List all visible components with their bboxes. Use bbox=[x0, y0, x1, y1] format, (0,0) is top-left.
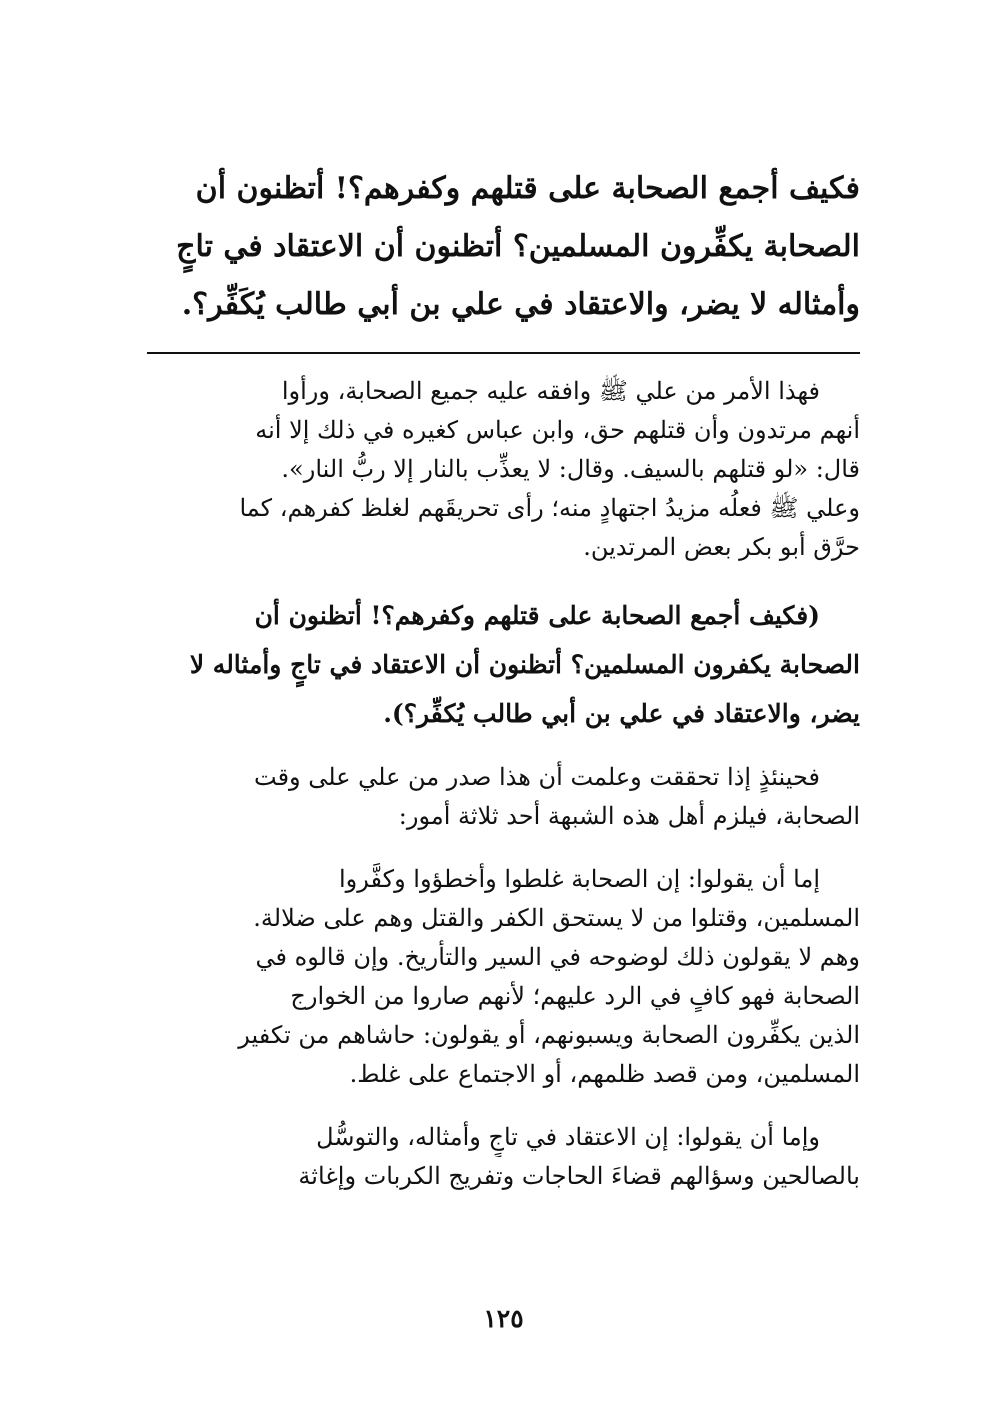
quoted-paragraph bbox=[147, 591, 860, 738]
text-line: وإما أن يقولوا: إن الاعتقاد في تاجٍ وأمثاله، والتوسُّل bbox=[316, 1123, 820, 1151]
text-line: بالصالحين وسؤالهم قضاءَ الحاجات وتفريج الكربات وإغاثة bbox=[298, 1162, 860, 1190]
quote-line: يضر، والاعتقاد في علي بن أبي طالب يُكفِّر؟). bbox=[383, 699, 860, 728]
body-text bbox=[147, 372, 860, 1220]
text-line: الصحابة، فيلزم أهل هذه الشبهة أحد ثلاثة أمور: bbox=[398, 802, 860, 830]
text-line: الصحابة فهو كافٍ في الرد عليهم؛ لأنهم صاروا من الخوارج bbox=[290, 982, 860, 1010]
text-line: أنهم مرتدون وأن قتلهم حق، وابن عباس كغيره في ذلك إلا أنه bbox=[255, 416, 860, 444]
text-line: المسلمين، ومن قصد ظلمهم، أو الاجتماع على غلط. bbox=[349, 1060, 860, 1088]
text-line: حرَّق أبو بكر بعض المرتدين. bbox=[583, 533, 860, 561]
text-line: المسلمين، وقتلوا من لا يستحق الكفر والقتل وهم على ضلالة. bbox=[253, 904, 860, 932]
text-line: فحينئذٍ إذا تحققت وعلمت أن هذا صدر من علي على وقت bbox=[254, 763, 820, 791]
paragraph-4 bbox=[147, 1118, 860, 1196]
page-number: ١٢٥ bbox=[483, 1304, 524, 1333]
paragraph-1 bbox=[147, 372, 860, 567]
heading-divider bbox=[147, 352, 860, 354]
text-line: وعلي ﷺ فعلُه مزيدُ اجتهادٍ منه؛ رأى تحريقَهم لغلظ كفرهم، كما bbox=[239, 494, 860, 522]
text-line: الذين يكفِّرون الصحابة ويسبونهم، أو يقولون: حاشاهم من تكفير bbox=[238, 1021, 860, 1049]
text-line: وهم لا يقولون ذلك لوضوحه في السير والتأريخ. وإن قالوه في bbox=[255, 943, 860, 971]
section-heading bbox=[147, 160, 860, 334]
document-page bbox=[147, 0, 860, 1417]
heading-line: الصحابة يكفِّرون المسلمين؟ أتظنون أن الاعتقاد في تاجٍ bbox=[176, 229, 860, 264]
heading-line: وأمثاله لا يضر، والاعتقاد في علي بن أبي طالب يُكَفِّر؟. bbox=[181, 287, 860, 322]
paragraph-3 bbox=[147, 860, 860, 1094]
text-line: فهذا الأمر من علي ﷺ وافقه عليه جميع الصحابة، ورأوا bbox=[281, 377, 820, 405]
text-line: إما أن يقولوا: إن الصحابة غلطوا وأخطؤوا وكفَّروا bbox=[339, 865, 820, 893]
heading-line: فكيف أجمع الصحابة على قتلهم وكفرهم؟! أتظنون أن bbox=[195, 171, 860, 206]
paragraph-2 bbox=[147, 758, 860, 836]
quote-line: (فكيف أجمع الصحابة على قتلهم وكفرهم؟! أتظنون أن bbox=[254, 601, 820, 630]
quote-line: الصحابة يكفرون المسلمين؟ أتظنون أن الاعتقاد في تاجٍ وأمثاله لا bbox=[189, 650, 860, 679]
text-line: قال: «لو قتلهم بالسيف. وقال: لا يعذِّب بالنار إلا ربُّ النار». bbox=[281, 455, 860, 483]
